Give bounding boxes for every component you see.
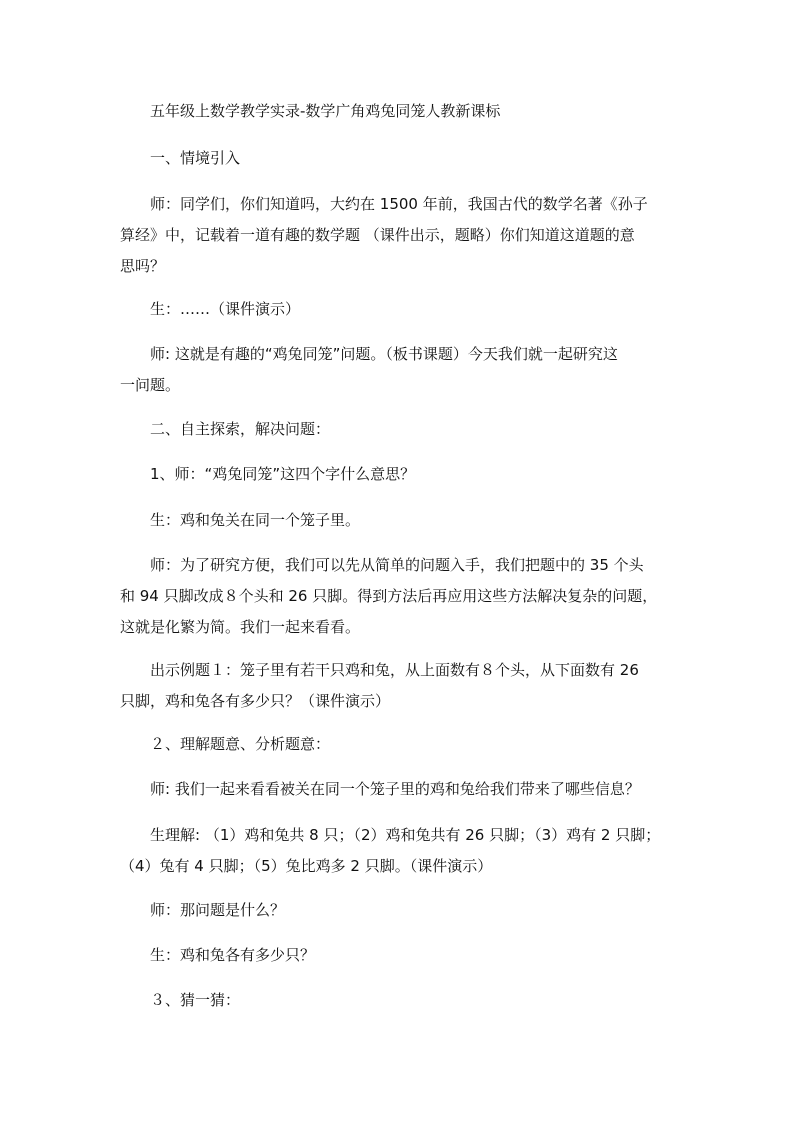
teacher-paragraph-4: 师: 我们一起来看看被关在同一个笼子里的鸡和兔给我们带来了哪些信息？ [150,780,640,798]
step-3: ３、猜一猜： [150,991,241,1009]
teacher-paragraph-3: 师：为了研究方便，我们可以先从简单的问题入手，我们把题中的 35 个头 和 94 只脚改成８个头和 26 只脚。得到方法后再应用这些方法解决复杂的问题， 这就是化繁为简。我们一起来看看。 [120,556,658,636]
step-2: ２、理解题意、分析题意： [150,735,331,753]
teacher-paragraph-2: 师: 这就是有趣的“鸡兔同笼”问题。（板书课题）今天我们就一起研究这 一问题。 [120,345,618,394]
student-paragraph-1: 生：……（课件演示） [150,300,301,318]
document-title: 五年级上数学教学实录-数学广角鸡兔同笼人教新课标 [150,102,501,120]
student-paragraph-4: 生：鸡和兔各有多少只？ [150,946,316,964]
teacher-paragraph-5: 师：那问题是什么？ [150,901,286,919]
example-paragraph: 出示例题１：笼子里有若干只鸡和兔，从上面数有８个头，从下面数有 26 只脚，鸡和兔各有多少只？（课件演示） [120,661,639,710]
step-1: 1、师：“鸡兔同笼”这四个字什么意思？ [150,465,416,483]
student-paragraph-2: 生：鸡和兔关在同一个笼子里。 [150,511,361,529]
section-heading-1: 一、情境引入 [150,149,241,167]
student-paragraph-3: 生理解: （1）鸡和兔共 8 只；（2）鸡和兔共有 26 只脚；（3）鸡有 2 只脚； （4）兔有 4 只脚；（5）兔比鸡多 2 只脚。（课件演示） [120,826,661,875]
section-heading-2: 二、自主探索，解决问题： [150,420,331,438]
teacher-paragraph-1: 师：同学们，你们知道吗，大约在 1500 年前，我国古代的数学名著《孙子 算经》中，记载着一道有趣的数学题 （课件出示，题略）你们知道这道题的意 思吗？ [120,195,648,275]
